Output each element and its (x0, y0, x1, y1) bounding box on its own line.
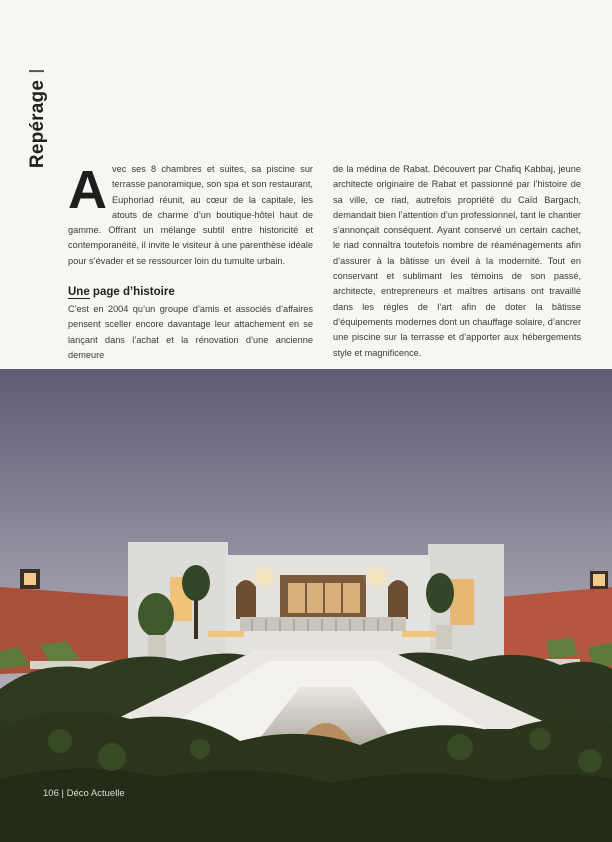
subheading (68, 285, 313, 299)
subheading-underlined: Une (68, 286, 90, 299)
intro-text: vec ses 8 chambres et suites, sa piscine sur terrasse panoramique, son spa et son restaurant, Euphoriad réunit, au cœur de la capitale, les atouts de charme d’un boutique-hôtel haut de gamme. Offrant un mélange subtil entre historicité et contemporanéité, il invite le visiteur à une parenthèse idéale pour s’évader et se ressourcer loin du tumulte urbain. (68, 164, 313, 266)
riad-terrace-photo (0, 369, 612, 842)
subheading-rest: page d’histoire (89, 286, 175, 299)
page-footer (43, 788, 125, 799)
section-label (18, 60, 58, 178)
footer-separator: | (58, 788, 67, 799)
left-column (68, 162, 313, 363)
right-column (333, 162, 581, 361)
section-label-bar (29, 70, 44, 72)
page-number: 106 (43, 788, 59, 799)
intro-paragraph (68, 162, 313, 269)
magazine-name: Déco Actuelle (66, 788, 125, 799)
history-paragraph: C’est en 2004 qu’un groupe d’amis et associés d’affaires pensent sceller encore davantage leur attachement en se lançant dans l’achat et la rénovation d’une ancienne demeure (68, 304, 313, 360)
drop-cap: A (68, 160, 107, 220)
right-column-text: de la médina de Rabat. Découvert par Chafiq Kabbaj, jeune architecte originaire de Rabat et passionné par l’histoire de sa ville, ce riad, autrefois propriété du Caïd Bargach, demandait bien l’attention d’un professionnel, tant le chantier s’annonçait conséquent. Ayant conservé un certain cachet, le riad connaîtra toutefois nombre de réaménagements afin d’assurer à la bâtisse un éveil à la modernité. Tout en conservant et sublimant les témoins de son passé, architecte, entrepreneurs et maîtres artisans ont travaillé dans les règles de l’art afin de doter la bâtisse d’équipements modernes dont un chauffage solaire, d’ancrer une piscine sur la terrasse et d’apporter aux hébergements style et magnificence. (333, 164, 581, 358)
section-label-text: Repérage (27, 79, 48, 169)
